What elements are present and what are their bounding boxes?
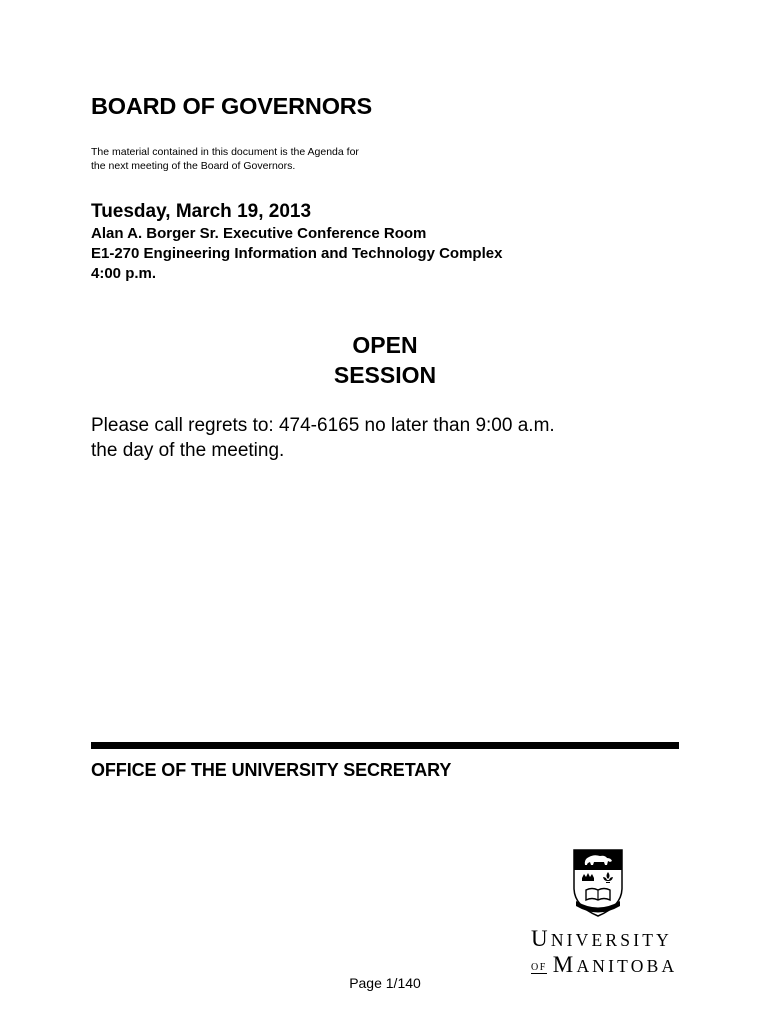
- manitoba-initial: M: [552, 952, 577, 977]
- university-crest-icon: [572, 848, 624, 918]
- manitoba-rest: ANITOBA: [576, 956, 678, 976]
- regrets-line-2: the day of the meeting.: [91, 440, 285, 461]
- session-line-2: SESSION: [333, 362, 437, 388]
- regrets-line-1: Please call regrets to: 474-6165 no later than 9:00 a.m.: [91, 415, 555, 436]
- university-initial: U: [531, 926, 551, 951]
- intro-line-2: the next meeting of the Board of Governors.: [91, 159, 296, 172]
- meeting-date: Tuesday, March 19, 2013: [91, 201, 312, 222]
- page-title: BOARD OF GOVERNORS: [91, 93, 373, 119]
- intro-text: [91, 146, 411, 173]
- meeting-details: [91, 224, 502, 284]
- meeting-time: 4:00 p.m.: [91, 265, 157, 282]
- university-rest: NIVERSITY: [550, 930, 672, 950]
- page-number: Page 1/140: [349, 975, 421, 991]
- intro-line-1: The material contained in this document is the Agenda for: [91, 146, 359, 158]
- office-heading: OFFICE OF THE UNIVERSITY SECRETARY: [91, 760, 452, 780]
- session-heading: [0, 330, 770, 390]
- divider-rule: [91, 742, 679, 749]
- manitoba-text: [552, 952, 678, 977]
- regrets-notice: [91, 413, 651, 463]
- session-line-1: OPEN: [352, 332, 418, 358]
- location-building: E1-270 Engineering Information and Technology Complex: [91, 245, 503, 262]
- university-wordmark: [531, 926, 672, 952]
- location-room: Alan A. Borger Sr. Executive Conference Room: [91, 225, 427, 242]
- of-text: OF: [531, 962, 547, 973]
